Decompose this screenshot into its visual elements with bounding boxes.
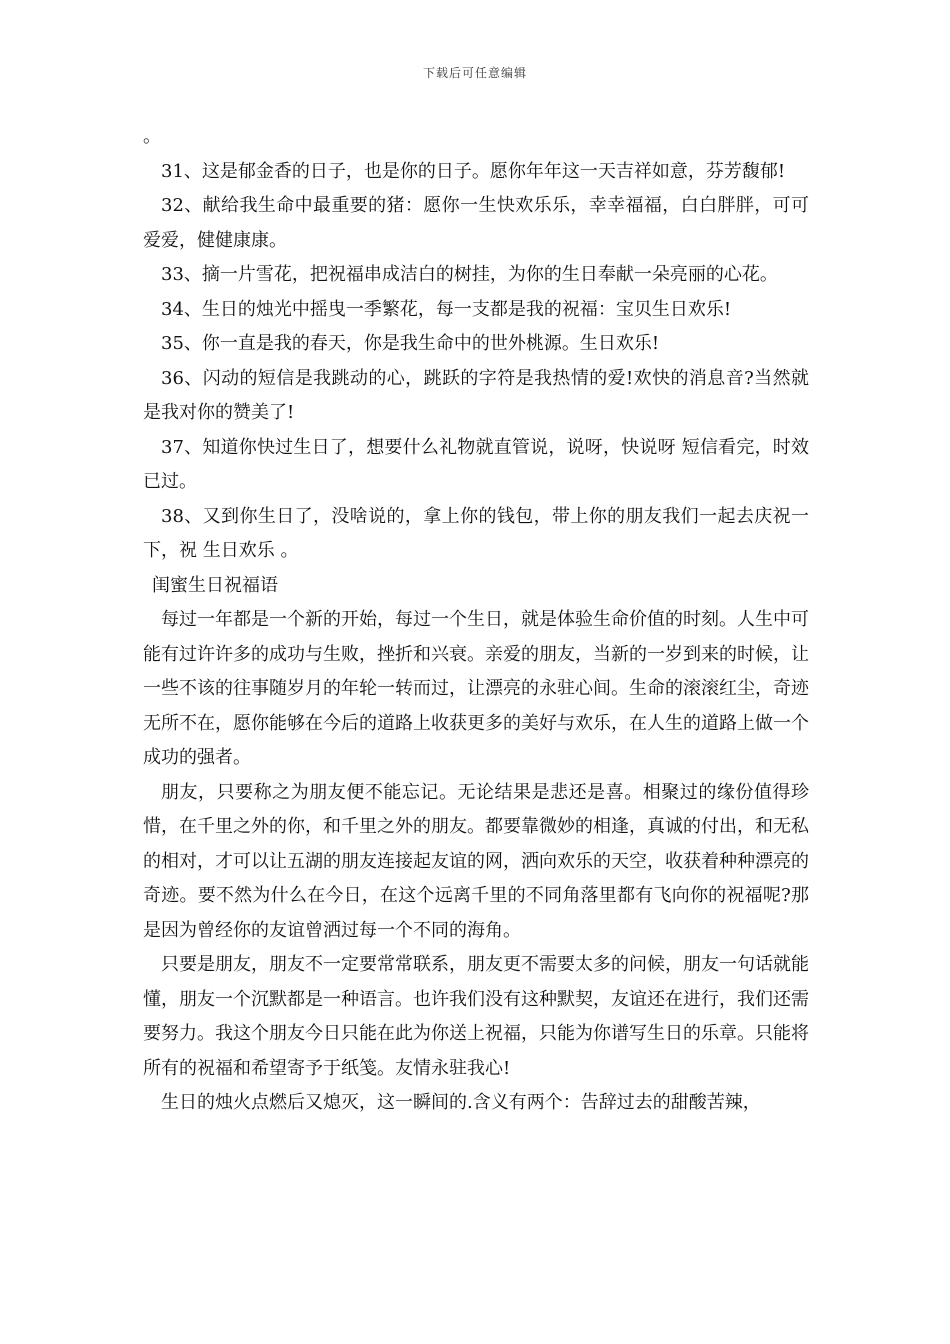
paragraph: 每过一年都是一个新的开始，每过一个生日，就是体验生命价值的时刻。人生中可能有过许许多的成功与生败，挫折和兴衰。亲爱的朋友，当新的一岁到来的时候，让一些不该的往事随岁月的年轮一转而过，让漂亮的永驻心间。生命的滚滚红尘，奇迹无所不在，愿你能够在今后的道路上收获更多的美好与欢乐，在人生的道路上做一个成功的强者。 [143,609,809,768]
paragraph: 34、生日的烛光中摇曳一季繁花，每一支都是我的祝福：宝贝生日欢乐! [161,298,732,320]
paragraph: 朋友，只要称之为朋友便不能忘记。无论结果是悲还是喜。相聚过的缘份值得珍惜，在千里之外的你，和千里之外的朋友。都要靠微妙的相逢，真诚的付出，和无私的相对，才可以让五湖的朋友连接起友谊的网，洒向欢乐的天空，收获着种种漂亮的奇迹。要不然为什么在今日，在这个远离千里的不同角落里都有飞向你的祝福呢?那是因为曾经你的友谊曾洒过每一个不同的海角。 [143,781,809,941]
paragraph: 31、这是郁金香的日子，也是你的日子。愿你年年这一天吉祥如意，芬芳馥郁! [161,160,786,182]
paragraph: 32、献给我生命中最重要的猪：愿你一生快欢乐乐，幸幸福福，白白胖胖，可可爱爱，健健康康。 [143,195,809,251]
paragraph: 。 [143,126,161,147]
paragraph: 35、你一直是我的春天，你是我生命中的世外桃源。生日欢乐! [161,333,660,354]
paragraph: 33、摘一片雪花，把祝福串成洁白的树挂，为你的生日奉献一朵亮丽的心花。 [161,264,778,285]
paragraph: 38、又到你生日了，没啥说的，拿上你的钱包，带上你的朋友我们一起去庆祝一下，祝 生日欢乐 。 [143,505,809,561]
paragraph: 生日的烛火点燃后又熄灭，这一瞬间的.含义有两个：告辞过去的甜酸苦辣， [161,1092,761,1113]
paragraph: 36、闪动的短信是我跳动的心，跳跃的字符是我热情的爱!欢快的消息音?当然就是我对你的赞美了! [143,367,809,423]
paragraph: 37、知道你快过生日了，想要什么礼物就直管说，说呀，快说呀 短信看完，时效已过。 [143,436,809,492]
paragraph: 只要是朋友，朋友不一定要常常联系，朋友更不需要太多的问候，朋友一句话就能懂，朋友一个沉默都是一种语言。也许我们没有这种默契，友谊还在进行，我们还需要努力。我这个朋友今日只能在此为你送上祝福，只能为你谱写生日的乐章。只能将所有的祝福和希望寄予于纸笺。友情永驻我心! [143,954,809,1079]
document-body [143,120,809,1121]
section-heading: 闺蜜生日祝福语 [152,574,278,596]
page-header: 下载后可任意编辑 [422,66,527,80]
